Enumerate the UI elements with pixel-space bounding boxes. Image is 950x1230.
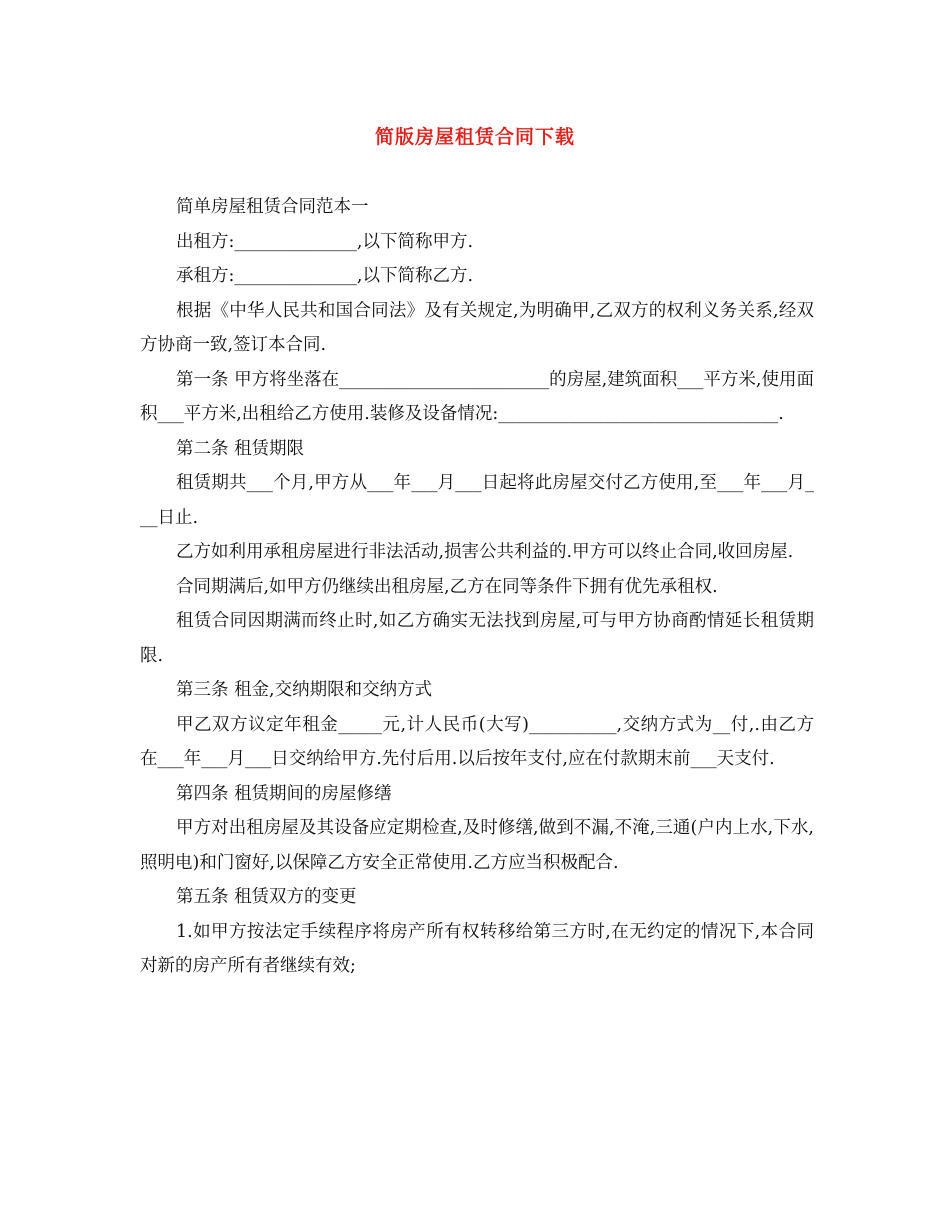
paragraph-lessee: 承租方:______________,以下简称乙方.: [176, 266, 474, 286]
paragraph-preamble: 根据《中华人民共和国合同法》及有关规定,为明确甲,乙双方的权利义务关系,经双方协商一致,签订本合同.: [140, 300, 814, 355]
paragraph-article-1: 第一条 甲方将坐落在________________________的房屋,建筑面积___平方米,使用面积___平方米,出租给乙方使用.装修及设备情况:________________________________.: [140, 369, 814, 424]
paragraph-extension: 租赁合同因期满而终止时,如乙方确实无法找到房屋,可与甲方协商酌情延长租赁期限.: [140, 611, 814, 666]
document-body: [140, 190, 814, 984]
paragraph-ownership-transfer: 1.如甲方按法定手续程序将房产所有权转移给第三方时,在无约定的情况下,本合同对新的房产所有者继续有效;: [140, 921, 814, 976]
paragraph-intro-heading: 简单房屋租赁合同范本一: [176, 197, 369, 217]
heading-article-4: 第四条 租赁期间的房屋修缮: [176, 783, 392, 804]
heading-article-5: 第五条 租赁双方的变更: [176, 887, 357, 907]
heading-article-3: 第三条 租金,交纳期限和交纳方式: [176, 680, 433, 700]
paragraph-rent-payment: 甲乙双方议定年租金_____元,计人民币(大写)__________,交纳方式为__付,.由乙方在___年___月___日交纳给甲方.先付后用.以后按年支付,应在付款期末前___天支付.: [140, 714, 814, 769]
paragraph-lease-term: 租赁期共___个月,甲方从___年___月___日起将此房屋交付乙方使用,至___年___月___日止.: [140, 473, 814, 528]
paragraph-repairs: 甲方对出租房屋及其设备应定期检查,及时修缮,做到不漏,不淹,三通(户内上水,下水,照明电)和门窗好,以保障乙方安全正常使用.乙方应当积极配合.: [140, 818, 814, 873]
paragraph-renewal-priority: 合同期满后,如甲方仍继续出租房屋,乙方在同等条件下拥有优先承租权.: [176, 576, 718, 597]
paragraph-illegal-use: 乙方如利用承租房屋进行非法活动,损害公共利益的.甲方可以终止合同,收回房屋.: [176, 542, 794, 562]
document-title: 简版房屋租赁合同下载: [374, 126, 575, 148]
paragraph-lessor: 出租方:______________,以下简称甲方.: [176, 231, 474, 252]
heading-article-2: 第二条 租赁期限: [176, 438, 305, 459]
